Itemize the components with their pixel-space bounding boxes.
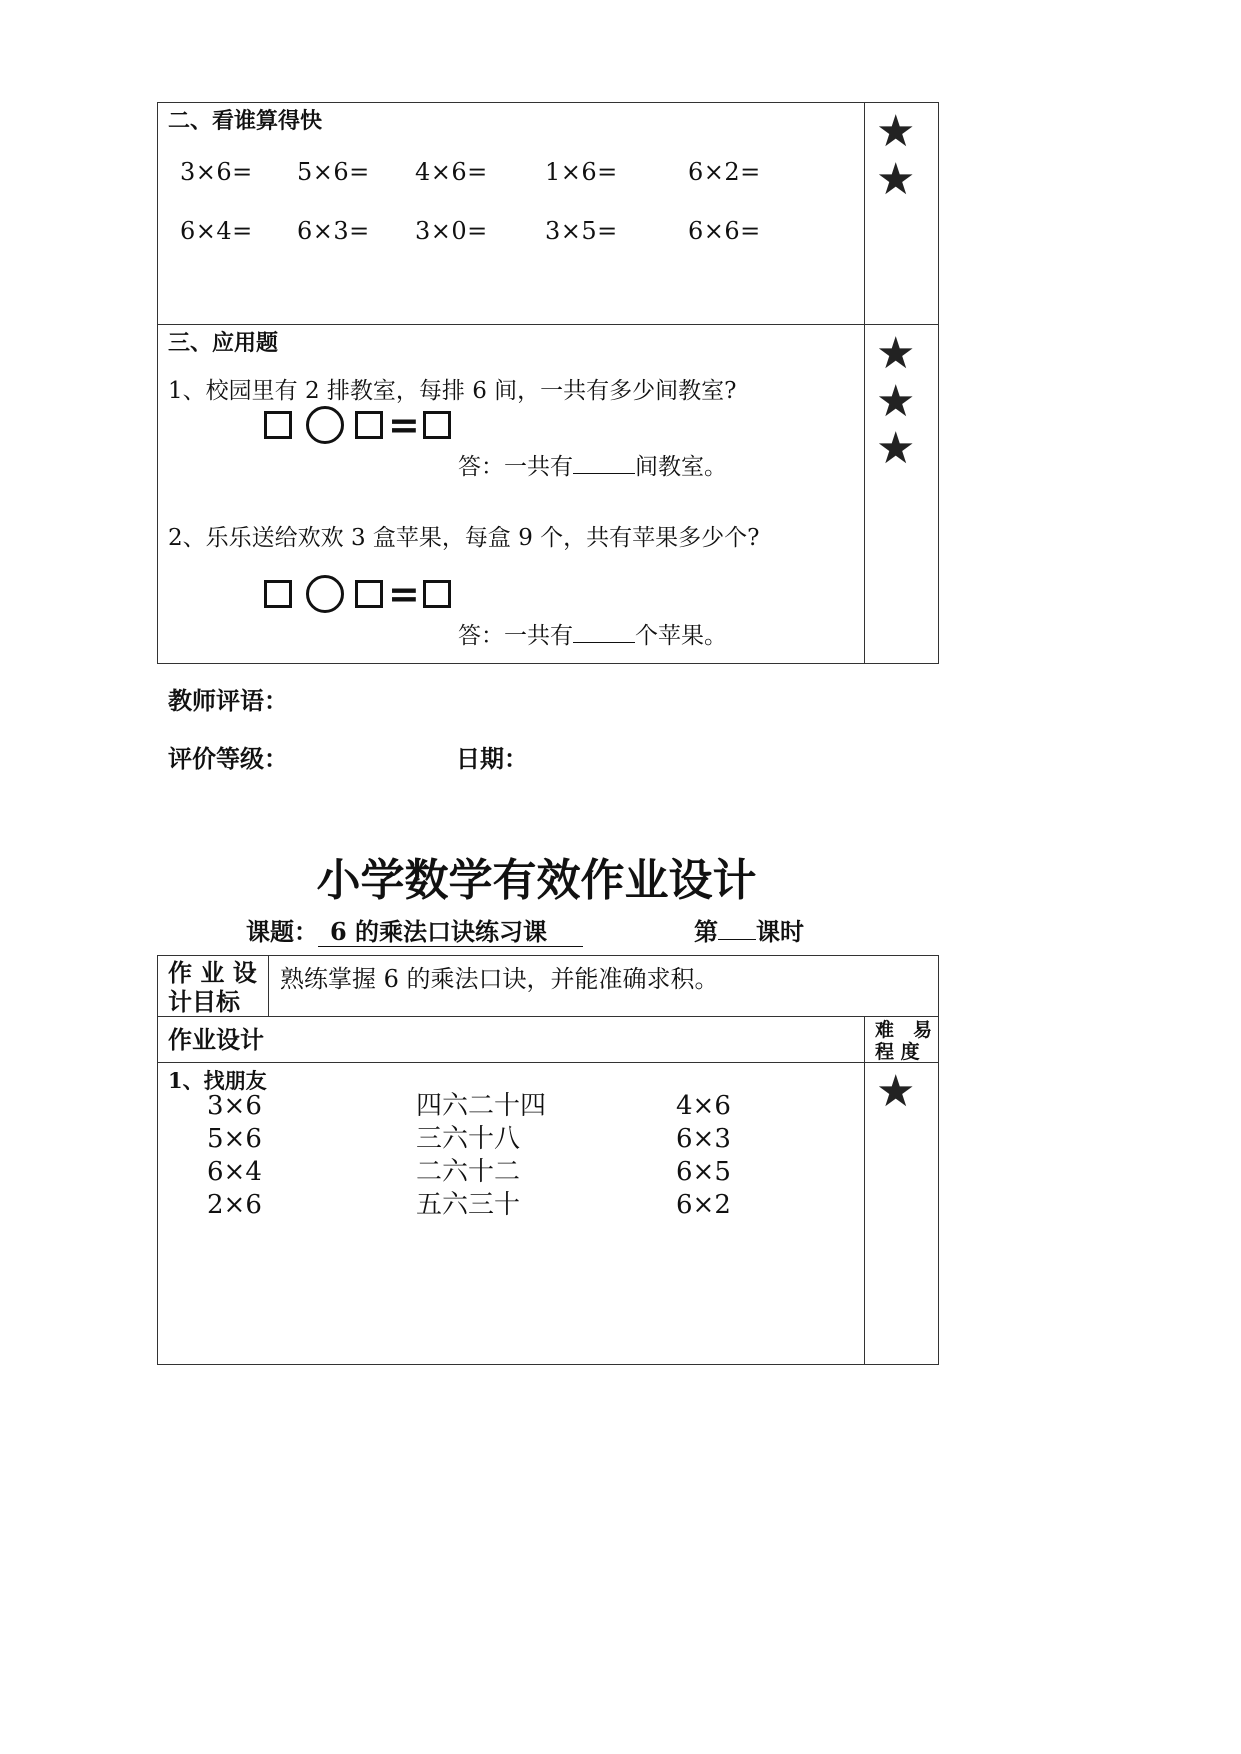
difficulty-star-icon: ★ bbox=[876, 328, 916, 379]
match-item[interactable]: 二六十二 bbox=[416, 1157, 521, 1187]
answer-1-blank[interactable] bbox=[573, 455, 635, 474]
match-item[interactable]: 5×6 bbox=[207, 1124, 262, 1154]
lesson-number-blank[interactable] bbox=[718, 917, 756, 940]
answer-box-1b[interactable] bbox=[355, 411, 383, 439]
match-item[interactable]: 三六十八 bbox=[416, 1124, 521, 1154]
match-item[interactable]: 2×6 bbox=[207, 1190, 262, 1220]
answer-box-2a[interactable] bbox=[264, 580, 292, 608]
date-label: 日期： bbox=[456, 744, 528, 773]
match-col-right bbox=[676, 1090, 731, 1222]
goal-row-divider bbox=[157, 1016, 939, 1017]
lesson-suffix: 课时 bbox=[756, 917, 804, 946]
match-item[interactable]: 五六三十 bbox=[416, 1190, 521, 1220]
expr-r2-3: 3×0= bbox=[415, 217, 488, 245]
header-row-divider bbox=[157, 1062, 939, 1063]
teacher-comment-label: 教师评语： bbox=[168, 686, 288, 715]
topic-value bbox=[318, 918, 583, 947]
expr-r2-5: 6×6= bbox=[688, 217, 761, 245]
grade-label: 评价等级： bbox=[168, 744, 288, 773]
difficulty-header-line1: 难 易 bbox=[875, 1019, 933, 1041]
answer-box-1c[interactable] bbox=[423, 411, 451, 439]
answer-line-2 bbox=[458, 617, 727, 650]
match-col-left bbox=[207, 1090, 262, 1222]
expr-r1-5: 6×2= bbox=[688, 158, 761, 186]
goal-label bbox=[168, 958, 257, 1016]
difficulty-star-icon: ★ bbox=[876, 376, 916, 427]
difficulty-header-line2: 程 度 bbox=[875, 1041, 920, 1063]
match-item[interactable]: 3×6 bbox=[207, 1091, 262, 1121]
task1-title: 1、找朋友 bbox=[168, 1068, 267, 1093]
expr-r2-2: 6×3= bbox=[297, 217, 370, 245]
operator-circle-1[interactable] bbox=[306, 406, 344, 444]
difficulty-star-icon: ★ bbox=[876, 106, 916, 157]
upper-table-column-divider bbox=[864, 102, 865, 664]
difficulty-header bbox=[875, 1019, 932, 1063]
match-col-middle bbox=[416, 1090, 546, 1222]
expr-r2-4: 3×5= bbox=[545, 217, 618, 245]
match-item[interactable]: 6×2 bbox=[676, 1190, 731, 1220]
question-1: 1、校园里有 2 排教室，每排 6 间，一共有多少间教室? bbox=[168, 378, 737, 404]
equals-sign-2: = bbox=[388, 572, 420, 616]
match-item[interactable]: 6×4 bbox=[207, 1157, 262, 1187]
lesson-prefix: 第 bbox=[694, 917, 718, 946]
match-item[interactable]: 四六二十四 bbox=[416, 1091, 547, 1121]
equals-sign-1: = bbox=[388, 403, 420, 447]
difficulty-star-icon: ★ bbox=[876, 1066, 916, 1117]
difficulty-star-icon: ★ bbox=[876, 154, 916, 205]
page-title: 小学数学有效作业设计 bbox=[316, 855, 757, 906]
upper-table-row-divider bbox=[157, 324, 939, 325]
topic-line bbox=[246, 912, 583, 947]
answer-1-prefix: 答：一共有 bbox=[458, 454, 573, 480]
topic-value-text: 6 的乘法口诀练习课 bbox=[330, 917, 548, 946]
question-2: 2、乐乐送给欢欢 3 盒苹果，每盒 9 个，共有苹果多少个? bbox=[168, 525, 760, 551]
answer-line-1 bbox=[458, 448, 727, 481]
answer-2-blank[interactable] bbox=[573, 624, 635, 643]
match-item[interactable]: 6×3 bbox=[676, 1124, 731, 1154]
goal-label-divider bbox=[268, 955, 269, 1016]
answer-box-2c[interactable] bbox=[423, 580, 451, 608]
expr-r1-2: 5×6= bbox=[297, 158, 370, 186]
section3-title: 三、应用题 bbox=[168, 330, 279, 356]
expr-r1-4: 1×6= bbox=[545, 158, 618, 186]
section2-title: 二、看谁算得快 bbox=[168, 108, 323, 134]
lesson-line bbox=[694, 912, 804, 947]
answer-2-suffix: 个苹果。 bbox=[635, 623, 727, 649]
answer-box-2b[interactable] bbox=[355, 580, 383, 608]
goal-label-line2: 计目标 bbox=[168, 987, 240, 1016]
answer-2-prefix: 答：一共有 bbox=[458, 623, 573, 649]
expr-r2-1: 6×4= bbox=[180, 217, 253, 245]
answer-1-suffix: 间教室。 bbox=[635, 454, 727, 480]
topic-label: 课题： bbox=[246, 917, 318, 946]
match-item[interactable]: 4×6 bbox=[676, 1091, 731, 1121]
difficulty-star-icon: ★ bbox=[876, 423, 916, 474]
match-item[interactable]: 6×5 bbox=[676, 1157, 731, 1187]
expr-r1-3: 4×6= bbox=[415, 158, 488, 186]
difficulty-column-divider bbox=[864, 1016, 865, 1365]
goal-label-line1: 作 业 设 bbox=[168, 958, 257, 987]
operator-circle-2[interactable] bbox=[306, 575, 344, 613]
design-label: 作业设计 bbox=[168, 1025, 264, 1054]
goal-text: 熟练掌握 6 的乘法口诀，并能准确求积。 bbox=[280, 965, 719, 993]
answer-box-1a[interactable] bbox=[264, 411, 292, 439]
expr-r1-1: 3×6= bbox=[180, 158, 253, 186]
